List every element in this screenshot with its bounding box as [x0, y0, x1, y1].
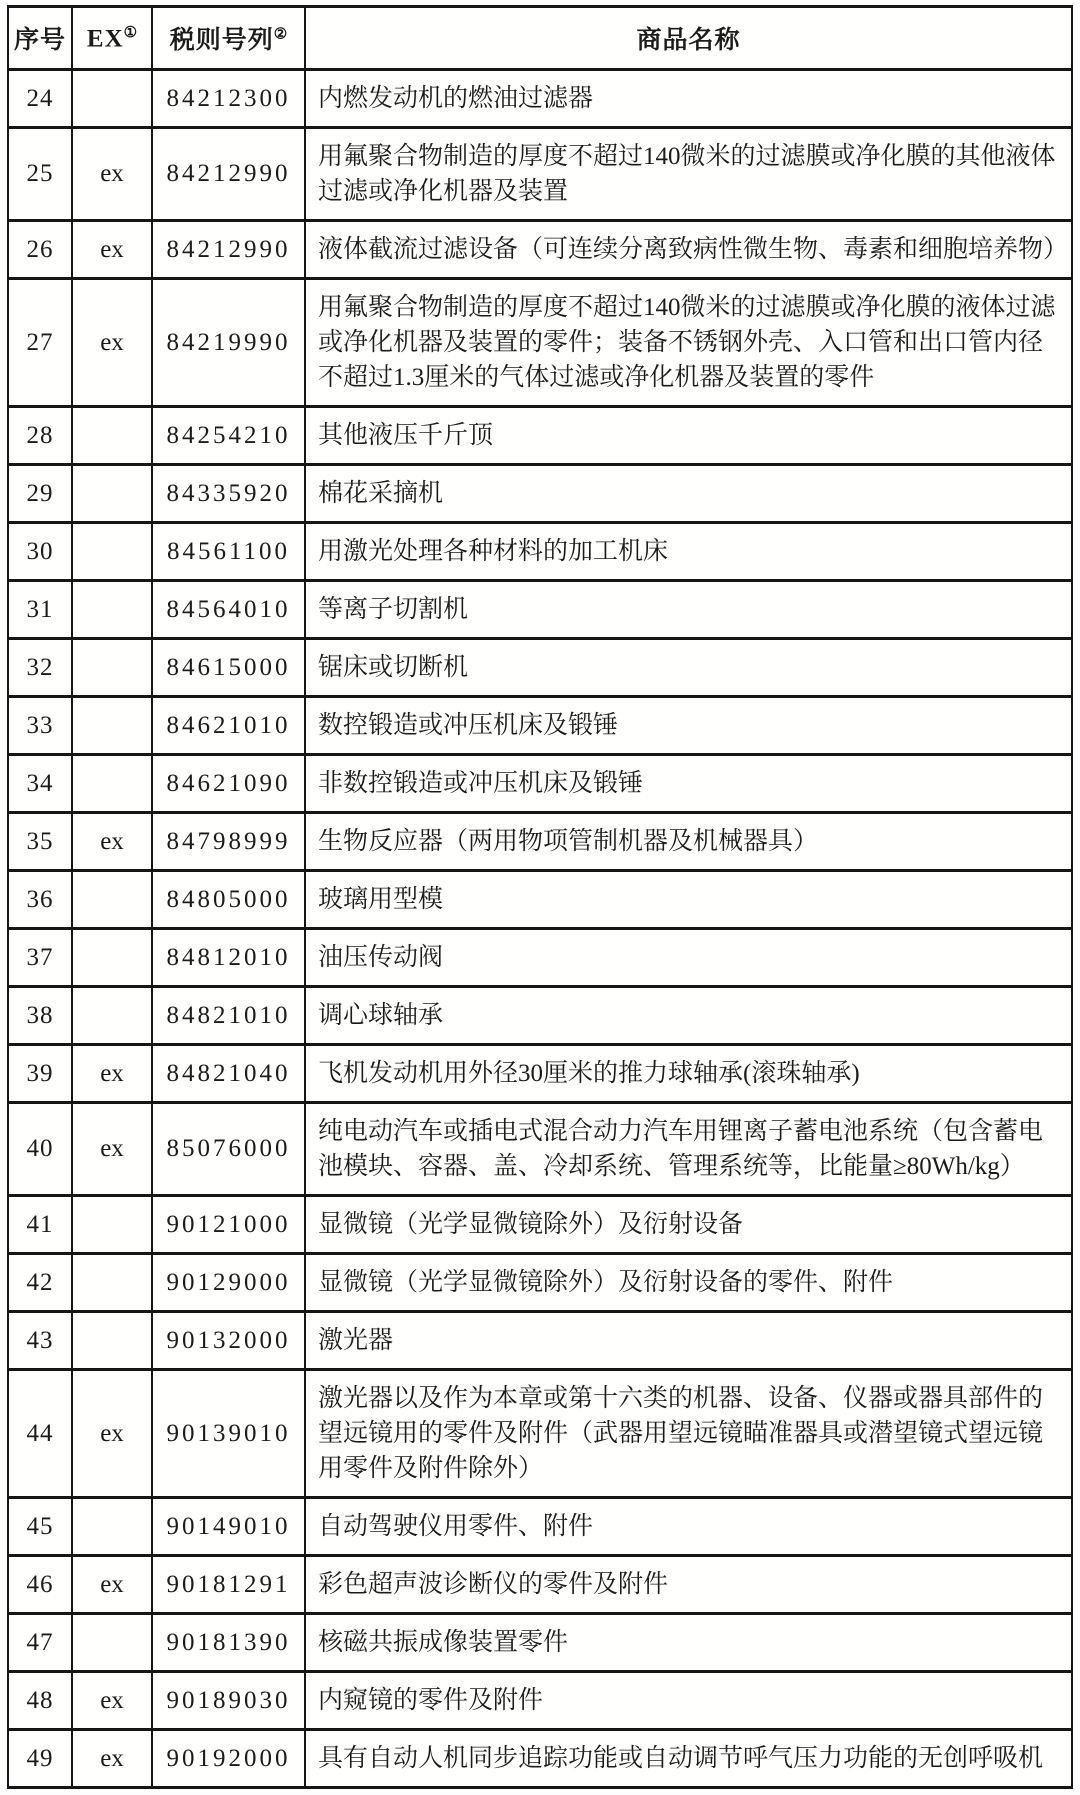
cell-no: 31 — [8, 581, 72, 639]
cell-ex: ex — [72, 279, 152, 407]
cell-no: 43 — [8, 1312, 72, 1370]
cell-code: 84821040 — [152, 1045, 305, 1103]
table-row — [8, 465, 1072, 523]
cell-no: 45 — [8, 1498, 72, 1556]
cell-code: 90189030 — [152, 1672, 305, 1730]
footnote-1-marker: ① — [123, 24, 138, 41]
table-row — [8, 581, 1072, 639]
cell-name: 激光器以及作为本章或第十六类的机器、设备、仪器或器具部件的望远镜用的零件及附件（武器用望远镜瞄准器具或潜望镜式望远镜用零件及附件除外） — [305, 1370, 1072, 1498]
cell-code: 90181390 — [152, 1614, 305, 1672]
cell-code: 84621010 — [152, 697, 305, 755]
cell-name: 纯电动汽车或插电式混合动力汽车用锂离子蓄电池系统（包含蓄电池模块、容器、盖、冷却系统、管理系统等，比能量≥80Wh/kg） — [305, 1103, 1072, 1196]
cell-code: 90139010 — [152, 1370, 305, 1498]
cell-code: 90132000 — [152, 1312, 305, 1370]
table-row — [8, 1498, 1072, 1556]
cell-ex: ex — [72, 1556, 152, 1614]
cell-name: 内窥镜的零件及附件 — [305, 1672, 1072, 1730]
cell-no: 27 — [8, 279, 72, 407]
cell-name: 数控锻造或冲压机床及锻锤 — [305, 697, 1072, 755]
cell-code: 84821010 — [152, 987, 305, 1045]
cell-code: 90192000 — [152, 1730, 305, 1788]
cell-ex — [72, 465, 152, 523]
cell-name: 显微镜（光学显微镜除外）及衍射设备 — [305, 1196, 1072, 1254]
cell-name: 玻璃用型模 — [305, 871, 1072, 929]
cell-code: 84561100 — [152, 523, 305, 581]
cell-name: 内燃发动机的燃油过滤器 — [305, 70, 1072, 128]
cell-ex — [72, 1498, 152, 1556]
cell-ex — [72, 70, 152, 128]
table-row — [8, 407, 1072, 465]
cell-no: 39 — [8, 1045, 72, 1103]
cell-ex: ex — [72, 1672, 152, 1730]
cell-name: 用氟聚合物制造的厚度不超过140微米的过滤膜或净化膜的其他液体过滤或净化机器及装置 — [305, 128, 1072, 221]
cell-no: 46 — [8, 1556, 72, 1614]
cell-name: 油压传动阀 — [305, 929, 1072, 987]
cell-code: 84219990 — [152, 279, 305, 407]
cell-code: 84335920 — [152, 465, 305, 523]
cell-code: 84212300 — [152, 70, 305, 128]
cell-name: 核磁共振成像装置零件 — [305, 1614, 1072, 1672]
cell-no: 38 — [8, 987, 72, 1045]
cell-code: 84254210 — [152, 407, 305, 465]
cell-name: 其他液压千斤顶 — [305, 407, 1072, 465]
cell-no: 34 — [8, 755, 72, 813]
cell-name: 彩色超声波诊断仪的零件及附件 — [305, 1556, 1072, 1614]
table-row — [8, 128, 1072, 221]
header-product-name — [305, 7, 1072, 70]
table-row — [8, 1103, 1072, 1196]
table-row — [8, 70, 1072, 128]
cell-name: 生物反应器（两用物项管制机器及机械器具） — [305, 813, 1072, 871]
cell-no: 24 — [8, 70, 72, 128]
cell-no: 30 — [8, 523, 72, 581]
table-row — [8, 523, 1072, 581]
table-row — [8, 1045, 1072, 1103]
cell-name: 非数控锻造或冲压机床及锻锤 — [305, 755, 1072, 813]
cell-name: 锯床或切断机 — [305, 639, 1072, 697]
table-row — [8, 697, 1072, 755]
tariff-table — [7, 5, 1073, 1789]
cell-no: 37 — [8, 929, 72, 987]
table-row — [8, 279, 1072, 407]
cell-name: 激光器 — [305, 1312, 1072, 1370]
cell-name: 液体截流过滤设备（可连续分离致病性微生物、毒素和细胞培养物） — [305, 221, 1072, 279]
cell-code: 84564010 — [152, 581, 305, 639]
cell-name: 具有自动人机同步追踪功能或自动调节呼气压力功能的无创呼吸机 — [305, 1730, 1072, 1788]
table-row — [8, 1370, 1072, 1498]
cell-ex — [72, 755, 152, 813]
cell-code: 90181291 — [152, 1556, 305, 1614]
header-serial-number — [8, 7, 72, 70]
header-ex — [72, 7, 152, 70]
cell-ex: ex — [72, 1103, 152, 1196]
cell-name: 用激光处理各种材料的加工机床 — [305, 523, 1072, 581]
header-ex-label: EX — [86, 25, 124, 53]
cell-code: 84621090 — [152, 755, 305, 813]
table-row — [8, 1254, 1072, 1312]
cell-ex — [72, 987, 152, 1045]
cell-no: 35 — [8, 813, 72, 871]
cell-ex — [72, 697, 152, 755]
header-tariff-code-label: 税则号列 — [169, 27, 274, 54]
cell-code: 90129000 — [152, 1254, 305, 1312]
table-row — [8, 813, 1072, 871]
cell-code: 90149010 — [152, 1498, 305, 1556]
cell-ex: ex — [72, 1370, 152, 1498]
cell-name: 棉花采摘机 — [305, 465, 1072, 523]
cell-ex — [72, 523, 152, 581]
cell-no: 42 — [8, 1254, 72, 1312]
table-row — [8, 1312, 1072, 1370]
cell-code: 84212990 — [152, 221, 305, 279]
cell-ex — [72, 581, 152, 639]
cell-name: 用氟聚合物制造的厚度不超过140微米的过滤膜或净化膜的液体过滤或净化机器及装置的零件；装备不锈钢外壳、入口管和出口管内径不超过1.3厘米的气体过滤或净化机器及装置的零件 — [305, 279, 1072, 407]
cell-name: 调心球轴承 — [305, 987, 1072, 1045]
cell-no: 49 — [8, 1730, 72, 1788]
header-row — [8, 7, 1072, 70]
cell-name: 等离子切割机 — [305, 581, 1072, 639]
table-row — [8, 1556, 1072, 1614]
cell-name: 飞机发动机用外径30厘米的推力球轴承(滚珠轴承) — [305, 1045, 1072, 1103]
table-body — [8, 70, 1072, 1788]
cell-no: 36 — [8, 871, 72, 929]
footnote-2-marker: ② — [273, 26, 288, 43]
cell-ex: ex — [72, 128, 152, 221]
cell-no: 44 — [8, 1370, 72, 1498]
cell-ex — [72, 1196, 152, 1254]
cell-ex — [72, 929, 152, 987]
cell-no: 40 — [8, 1103, 72, 1196]
table-row — [8, 221, 1072, 279]
cell-no: 28 — [8, 407, 72, 465]
cell-name: 自动驾驶仪用零件、附件 — [305, 1498, 1072, 1556]
cell-no: 25 — [8, 128, 72, 221]
header-tariff-code — [152, 7, 305, 70]
cell-ex — [72, 407, 152, 465]
cell-ex: ex — [72, 1730, 152, 1788]
cell-ex: ex — [72, 813, 152, 871]
cell-ex — [72, 871, 152, 929]
table-row — [8, 639, 1072, 697]
table-header — [8, 7, 1072, 70]
cell-no: 47 — [8, 1614, 72, 1672]
cell-code: 90121000 — [152, 1196, 305, 1254]
cell-ex: ex — [72, 221, 152, 279]
table-row — [8, 987, 1072, 1045]
cell-ex: ex — [72, 1045, 152, 1103]
table-row — [8, 871, 1072, 929]
table-row — [8, 1672, 1072, 1730]
cell-code: 84812010 — [152, 929, 305, 987]
cell-ex — [72, 1312, 152, 1370]
table-row — [8, 1730, 1072, 1788]
cell-code: 85076000 — [152, 1103, 305, 1196]
cell-code: 84615000 — [152, 639, 305, 697]
cell-code: 84805000 — [152, 871, 305, 929]
cell-no: 33 — [8, 697, 72, 755]
cell-no: 26 — [8, 221, 72, 279]
table-row — [8, 1614, 1072, 1672]
cell-no: 29 — [8, 465, 72, 523]
header-product-name-label: 商品名称 — [636, 27, 741, 54]
cell-ex — [72, 1254, 152, 1312]
table-row — [8, 929, 1072, 987]
cell-code: 84798999 — [152, 813, 305, 871]
cell-code: 84212990 — [152, 128, 305, 221]
cell-no: 48 — [8, 1672, 72, 1730]
table-row — [8, 755, 1072, 813]
cell-no: 32 — [8, 639, 72, 697]
cell-name: 显微镜（光学显微镜除外）及衍射设备的零件、附件 — [305, 1254, 1072, 1312]
cell-ex — [72, 639, 152, 697]
cell-no: 41 — [8, 1196, 72, 1254]
table-row — [8, 1196, 1072, 1254]
cell-ex — [72, 1614, 152, 1672]
header-serial-number-label: 序号 — [13, 27, 66, 54]
